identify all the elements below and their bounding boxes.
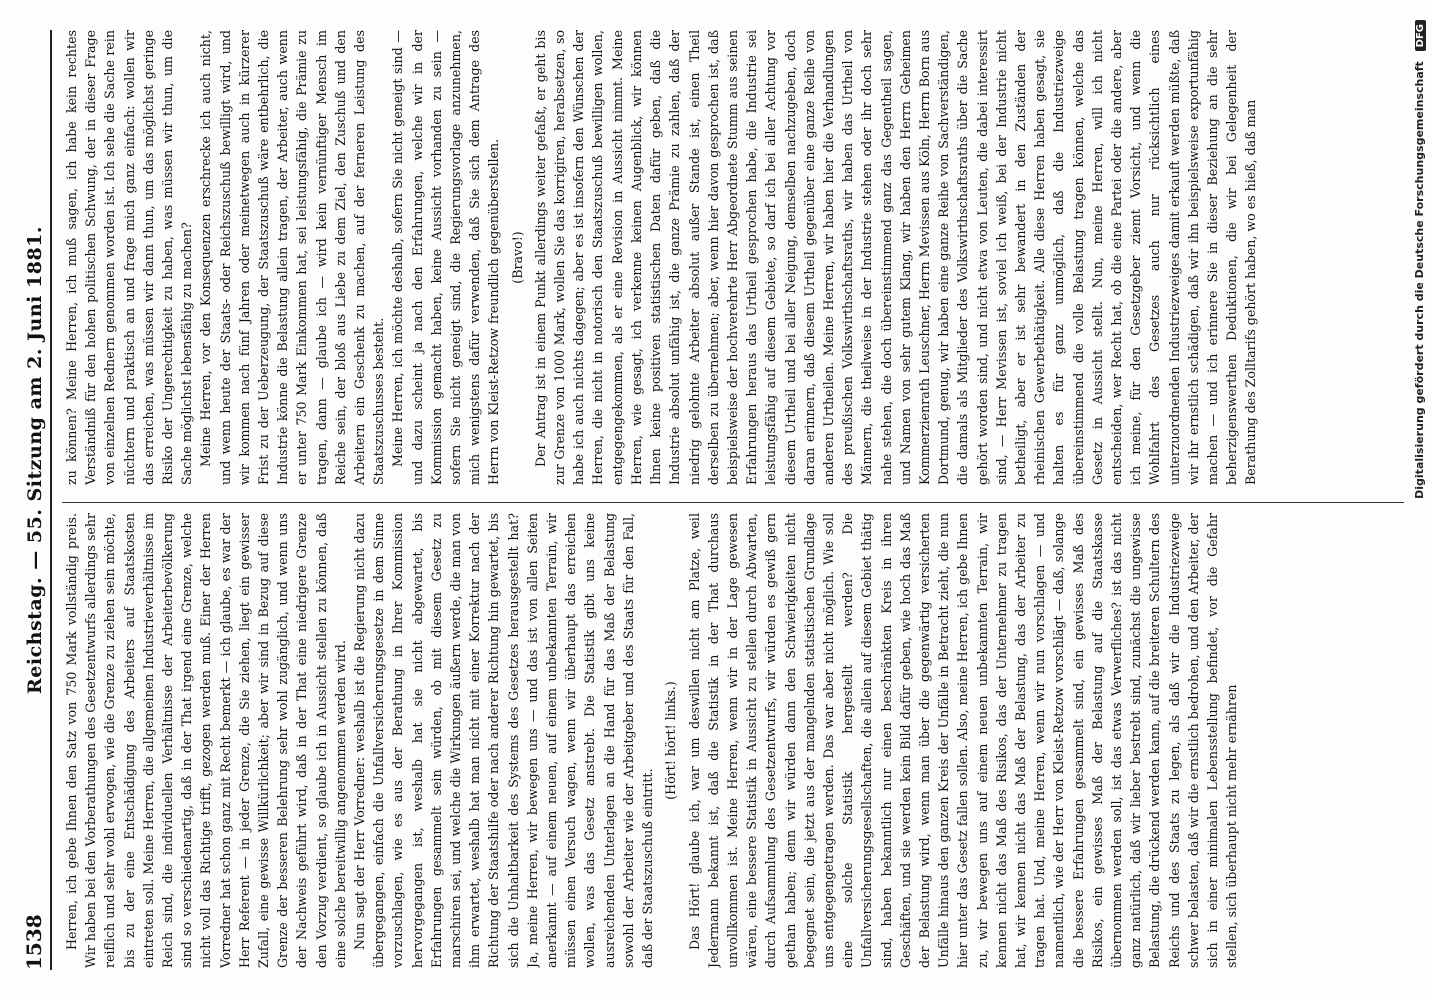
paragraph: Der Antrag ist in einem Punkt allerdings weiter gefaßt, er geht bis zur Grenze von 1000 Mark, wollen Sie das korrigiren, herabsetzen, so habe ich auch nichts dagegen; aber es ist insofern den Wünschen der Herren, die nicht in notorisch den Staatszuschuß bewilligen wollen, entgegengekommen, als er eine Revision in Aussicht nimmt. Meine Herren, wie gesagt, ich verkenne keinen Augenblick, wir können Ihnen keine positiven statistischen Daten dafür geben, daß die Industrie absolut unfähig ist, die ganze Prämie zu zahlen, daß der niedrig gelohnte Arbeiter absolut außer Stande ist, einen Theil derselben zu übernehmen; aber, wenn hier davon gesprochen ist, daß beispielsweise der hochverehrte Herr Abgeordnete Stumm aus seinen Erfahrungen heraus das Urtheil gesprochen habe, die Industrie sei leistungsfähig auf diesem Gebiete, so darf ich bei aller Achtung vor diesem Urtheil und bei aller Neigung, demselben nachzugeben, doch daran erinnern, daß diesem Urtheil gegenüber eine ganze Reihe von anderen Urtheilen. Meine Herren, wir haben hier die Verhandlungen des preußischen Volkswirthschaftsraths, wir haben das Urtheil von Männern, die theilweise in der Industrie stehen oder ihr doch sehr nahe stehen, die doch übereinstimmend ganz das Gegentheil sagen, und Namen von sehr gutem Klang, wir haben den Herrn Geheimen Kommerzienrath Leuschner, Herrn Mevissen aus Köln, Herrn Born aus Dortmund, genug, wir haben eine ganze Reihe von Sachverständigen, die damals als Mitglieder des Volkswirthschaftsraths über die Sache gehört worden sind, und nicht etwa von Leuten, die dabei interessirt sind, — Herr Mevissen ist, soviel ich weiß, bei der Industrie nicht betheiligt, aber er ist sehr bewandert in den Zuständen der rheinischen Gewerbethätigkeit. Alle diese Herren haben gesagt, sie halten es für ganz unmöglich, daß die Industriezweige übereinstimmend die volle Belastung tragen können, welche das Gesetz in Aussicht stellt. Nun, meine Herren, will ich nicht entscheiden, wer Recht hat, ob die eine Partei oder die andere, aber ich meine, für den Gesetzgeber ziemt Vorsicht, und wenn die Wohlfahrt des Gesetzes auch nur rücksichtlich eines unterzuordnenden Industriezweiges damit erkauft werden müßte, daß wir ihr ernstlich schädigen, daß wir ihn beispielsweise exportunfähig machen — und ich erinnere Sie in dieser Beziehung an die sehr beherzigenswerthen Deduktionen, die wir bei Gelegenheit der Berathung des Zolltarifs gehört haben, wo es hieß, daß man xyxy=(532,30,1259,485)
running-title: Reichstag. — 55. Sitzung am 2. Juni 1881. xyxy=(24,225,46,695)
left-column xyxy=(62,513,1404,968)
paragraph: Das Hört! glaube ich, war um deswillen nicht am Platze, weil Jedermann bekannt ist, daß die Statistik in der That durchaus unvollkommen ist. Meine Herren, wenn wir in der Lage gewesen wären, eine bessere Statistik in Aussicht zu stellen durch Abwarten, durch Aufsammlung des Gesetzentwurfs, wir würden es gewiß gern gethan haben; denn wir würden dann den Schwierigkeiten nicht begegnet sein, die jetzt aus der mangelnden statistischen Grundlage uns entgegengetragen werden. Das war aber nicht möglich. Wie soll eine solche Statistik hergestellt werden? Die Unfallversicherungsgesellschaften, die allein auf diesem Gebiet thätig sind, haben bekanntlich nur einen beschränkten Kreis in ihren Geschäften, und sie werden kein Bild dafür geben, wie hoch das Maß der Belastung wird, wenn man über die gegenwärtig versicherten Unfälle hinaus den ganzen Kreis der Unfälle in Betracht zieht, die nun hier unter das Gesetz fallen sollen. Also, meine Herren, ich gebe Ihnen zu, wir bewegen uns auf einem neuen unbekannten Terrain, wir kennen nicht das Maß des Risikos, das der Unternehmer zu tragen hat, wir kennen nicht das Maß der Belastung, das der Arbeiter zu tragen hat. Und, meine Herren, wenn wir nun vorschlagen — und namentlich, wie der Herr von Kleist-Retzow vorschlägt — daß, solange die bessere Erfahrungen gesammelt sind, ein gewisses Maß des Risikos, ein gewisses Maß der Belastung auf die Staatskasse übernommen werden soll, ist das etwas Verwerfliches? ist das nicht ganz natürlich, daß wir lieber bestrebt sind, zunächst die ungewisse Belastung, die drückend werden kann, auf die breiteren Schultern des Reichs und des Staats zu legen, als daß wir die Industriezweige schwer belasten, daß wir die ernstlich bedrohen, und den Arbeiter, der sich in einer minimalen Lebensstellung befindet, vor die Gefahr stellen, sich überhaupt nicht mehr ernähren xyxy=(686,513,1240,968)
page-number: 1538 xyxy=(22,914,46,970)
paragraph: Nun sagt der Herr Vorredner: weshalb ist die Regierung nicht dazu übergegangen, einfach die Unfallversicherungsgesetze in dem Sinne vorzuschlagen, wie es aus der Berathung in Ihrer Kommission hervorgegangen ist, weshalb hat sie nicht abgewartet, bis Erfahrungen gesammelt sein würden, ob mit diesem Gesetz zu marschiren sei, und welche die Wirkungen äußern werde, die man von ihm erwartet, weshalb hat man nicht mit einer Korrektur nach der Richtung der Staatshilfe oder nach anderer Richtung hin gewartet, bis sich die Unhaltbarkeit des Systems des Gesetzes herausgestellt hat? Ja, meine Herren, wir bewegen uns — und das ist von allen Seiten anerkannt — auf einem neuen, auf einem unbekannten Terrain, wir müssen einen Versuch wagen, wenn wir überhaupt das erreichen wollen, was das Gesetz anstrebt. Die Statistik gibt uns keine ausreichenden Unterlagen an die Hand für das Maß der Belastung sowohl der Arbeiter wie der Arbeitgeber und des Staats für den Fall, daß der Staatszuschuß eintritt. xyxy=(352,513,656,968)
interjection: (Bravo!) xyxy=(509,231,525,284)
column-divider xyxy=(62,502,1404,503)
page-header xyxy=(20,30,52,970)
interjection: (Hört! hört! links.) xyxy=(663,681,679,800)
digitization-text: Digitalisierung gefördert durch die Deutsche Forschungsgemeinschaft xyxy=(1413,61,1426,499)
paragraph: Herren, ich gebe Ihnen den Satz von 750 Mark vollständig preis. Wir haben bei den Vorberathungen des Gesetzentwurfs allerdings sehr reiflich und sehr wohl erwogen, wie die Grenze zu ziehen sein möchte, bis zu der eine Entschädigung des Arbeiters auf Staatskosten eintreten soll. Meine Herren, die allgemeinen Industrieverhältnisse im Reich sind, die individuellen Verhältnisse der Arbeiterbevölkerung sind so verschiedenartig, daß in der That irgend eine Grenze, welche nicht voll das Richtige trifft, gezogen werden muß. Einer der Herren Vorredner hat schon ganz mit Recht bemerkt — ich glaube, es war der Herr Referent — in jeder Grenze, die Sie ziehen, liegt ein gewisser Zufall, eine gewisse Willkürlichkeit; aber wir sind in Bezug auf diese Grenze der besseren Belehrung sehr wohl zugänglich, und wenn uns der Nachweis geführt wird, daß in der That eine niedrigere Grenze den Vorzug verdient, so glaube ich in Aussicht stellen zu können, daß eine solche bereitwillig angenommen werden wird. xyxy=(64,513,348,968)
dfg-logo: DFG xyxy=(1415,20,1426,51)
paragraph: Meine Herren, ich möchte deshalb, sofern Sie nicht geneigt sind — und dazu scheint ja nach den Erfahrungen, welche wir in der Kommission gemacht haben, keine Aussicht vorhanden zu sein — sofern Sie nicht geneigt sind, die Regierungsvorlage anzunehmen, mich wenigstens dafür verwenden, daß Sie sich dem Antrage des Herrn von Kleist-Retzow freundlich gegenüberstellen. xyxy=(390,30,502,485)
right-column xyxy=(62,30,1404,485)
digitization-note xyxy=(1413,20,1426,980)
paragraph: zu können? Meine Herren, ich muß sagen, ich habe kein rechtes Verständniß für den hohen politischen Schwung, der in dieser Frage von einzelnen Rednern genommen worden ist. Ich sehe die Sache rein nüchtern und praktisch an und frage mich ganz einfach: wollen wir das erreichen, was müssen wir dann thun, um das möglichst geringe Risiko der Ungerechtigkeit zu haben, was müssen wir thun, um die Sache möglichst lebensfähig zu machen? xyxy=(64,30,195,485)
paragraph: Meine Herren, vor den Konsequenzen erschrecke ich auch nicht, und wenn heute der Staats- oder Reichszuschuß bewilligt wird, und wir kommen nach fünf Jahren oder meinetwegen auch in kürzerer Frist zu der Ueberzeugung, der Staatszuschuß wäre entbehrlich, die Industrie könne die Belastung allein tragen, der Arbeiter, auch wenn er unter 750 Mark Einkommen hat, sei leistungsfähig, die Prämie zu tragen, dann — glaube ich — wird kein vernünftiger Mensch im Reiche sein, der bloß aus Liebe zu dem Ziel, den Zuschuß und den Arbeitern ein Geschenk zu machen, auf der ferneren Leistung des Staatszuschusses besteht. xyxy=(198,30,387,485)
